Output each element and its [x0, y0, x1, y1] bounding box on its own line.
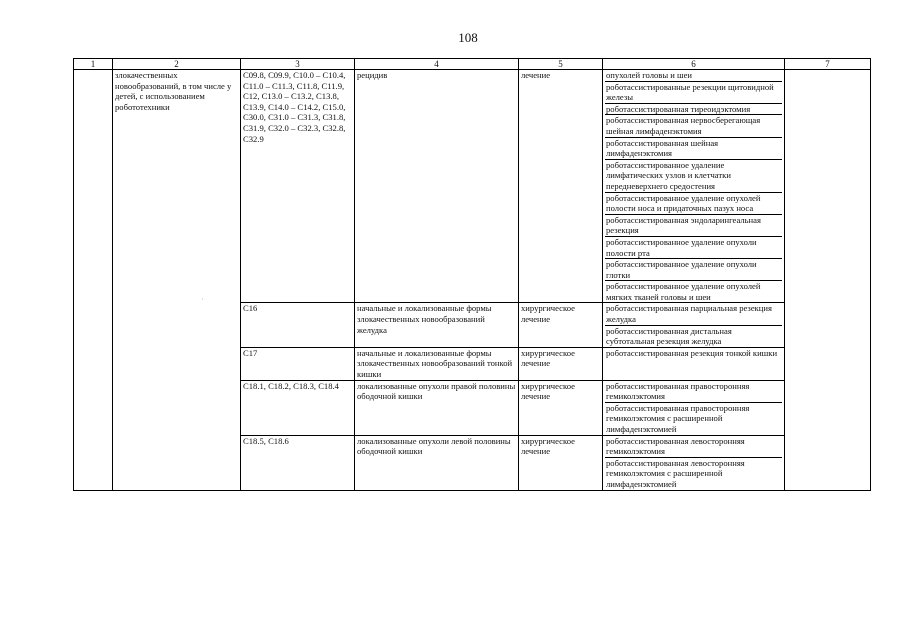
- column-header: 6: [603, 59, 785, 70]
- methods-cell: [603, 347, 785, 380]
- method-item: роботассистированное удаление опухоли глотки: [605, 259, 782, 281]
- page-number: 108: [458, 30, 478, 45]
- method-item: роботассистированное удаление лимфатических узлов и клетчатки передневерхнего средостения: [605, 160, 782, 193]
- method-item: роботассистированная эндоларингеальная резекция: [605, 215, 782, 237]
- method-item: роботассистированное удаление опухолей мягких тканей головы и шеи: [606, 281, 761, 302]
- method-item: роботассистированная резекция тонкой кишки: [606, 347, 778, 358]
- method-item: роботассистированное удаление опухоли полости рта: [605, 237, 782, 259]
- methods-cell: [603, 303, 785, 347]
- patient-model-cell: начальные и локализованные формы злокачественных новообразований тонкой кишки: [355, 347, 519, 380]
- icd-codes-cell: C17: [241, 347, 355, 380]
- treatment-type-cell: хирургическое лечение: [519, 347, 603, 380]
- icd-codes-cell: C18.5, C18.6: [241, 435, 355, 490]
- treatment-type-cell: лечение: [519, 70, 603, 303]
- methods-cell: [603, 70, 785, 303]
- method-item: роботассистированная левосторонняя гемиколэктомия с расширенной лимфаденэктомией: [606, 457, 745, 489]
- column-header: 7: [785, 59, 871, 70]
- column-header: 4: [355, 59, 519, 70]
- method-item: роботассистированная правосторонняя гемиколэктомия: [605, 381, 782, 403]
- column-header: 5: [519, 59, 603, 70]
- treatment-type-cell: хирургическое лечение: [519, 303, 603, 347]
- column-header: 2: [113, 59, 241, 70]
- medical-care-table: [73, 58, 871, 491]
- method-item: роботассистированная правосторонняя гемиколэктомия с расширенной лимфаденэктомией: [606, 402, 750, 434]
- column-header: 1: [74, 59, 113, 70]
- patient-model-cell: начальные и локализованные формы злокачественных новообразований желудка: [355, 303, 519, 347]
- patient-model-cell: локализованные опухоли правой половины ободочной кишки: [355, 380, 519, 435]
- icd-codes-cell: C09.8, C09.9, C10.0 – C10.4, C11.0 – C11.3, C11.8, C11.9, C12, C13.0 – C13.2, C13.8, C13.9, C14.0 – C14.2, C15.0, C30.0, C31.0 – C31.3, C31.8, C31.9, C32.0 – C32.3, C32.8, C32.9: [241, 70, 355, 303]
- method-item: роботассистированная шейная лимфаденэктомия: [605, 138, 782, 160]
- disease-group-cell: злокачественных новообразований, в том числе у детей, с использованием робототехники: [113, 70, 241, 491]
- method-item: роботассистированная парциальная резекция желудка: [605, 303, 782, 325]
- method-item: опухолей головы и шеи: [605, 70, 782, 82]
- notes-cell: [785, 70, 871, 491]
- method-item: роботассистированная тиреоидэктомия: [605, 104, 782, 116]
- method-item: роботассистированное удаление опухолей полости носа и придаточных пазух носа: [605, 193, 782, 215]
- column-header: 3: [241, 59, 355, 70]
- method-item: роботассистированная левосторонняя гемиколэктомия: [605, 436, 782, 458]
- scan-speck: ·: [201, 294, 204, 304]
- icd-codes-cell: C16: [241, 303, 355, 347]
- treatment-type-cell: хирургическое лечение: [519, 435, 603, 490]
- table-row: [74, 70, 871, 303]
- methods-cell: [603, 435, 785, 490]
- patient-model-cell: локализованные опухоли левой половины ободочной кишки: [355, 435, 519, 490]
- methods-cell: [603, 380, 785, 435]
- treatment-type-cell: хирургическое лечение: [519, 380, 603, 435]
- method-item: роботассистированная нервосберегающая шейная лимфаденэктомия: [605, 115, 782, 137]
- method-item: роботассистированная дистальная субтотальная резекция желудка: [606, 325, 732, 347]
- patient-model-cell: рецидив: [355, 70, 519, 303]
- icd-codes-cell: C18.1, C18.2, C18.3, C18.4: [241, 380, 355, 435]
- method-item: роботассистированные резекции щитовидной железы: [605, 82, 782, 104]
- column-number-row: [74, 59, 871, 70]
- row-number-cell: [74, 70, 113, 491]
